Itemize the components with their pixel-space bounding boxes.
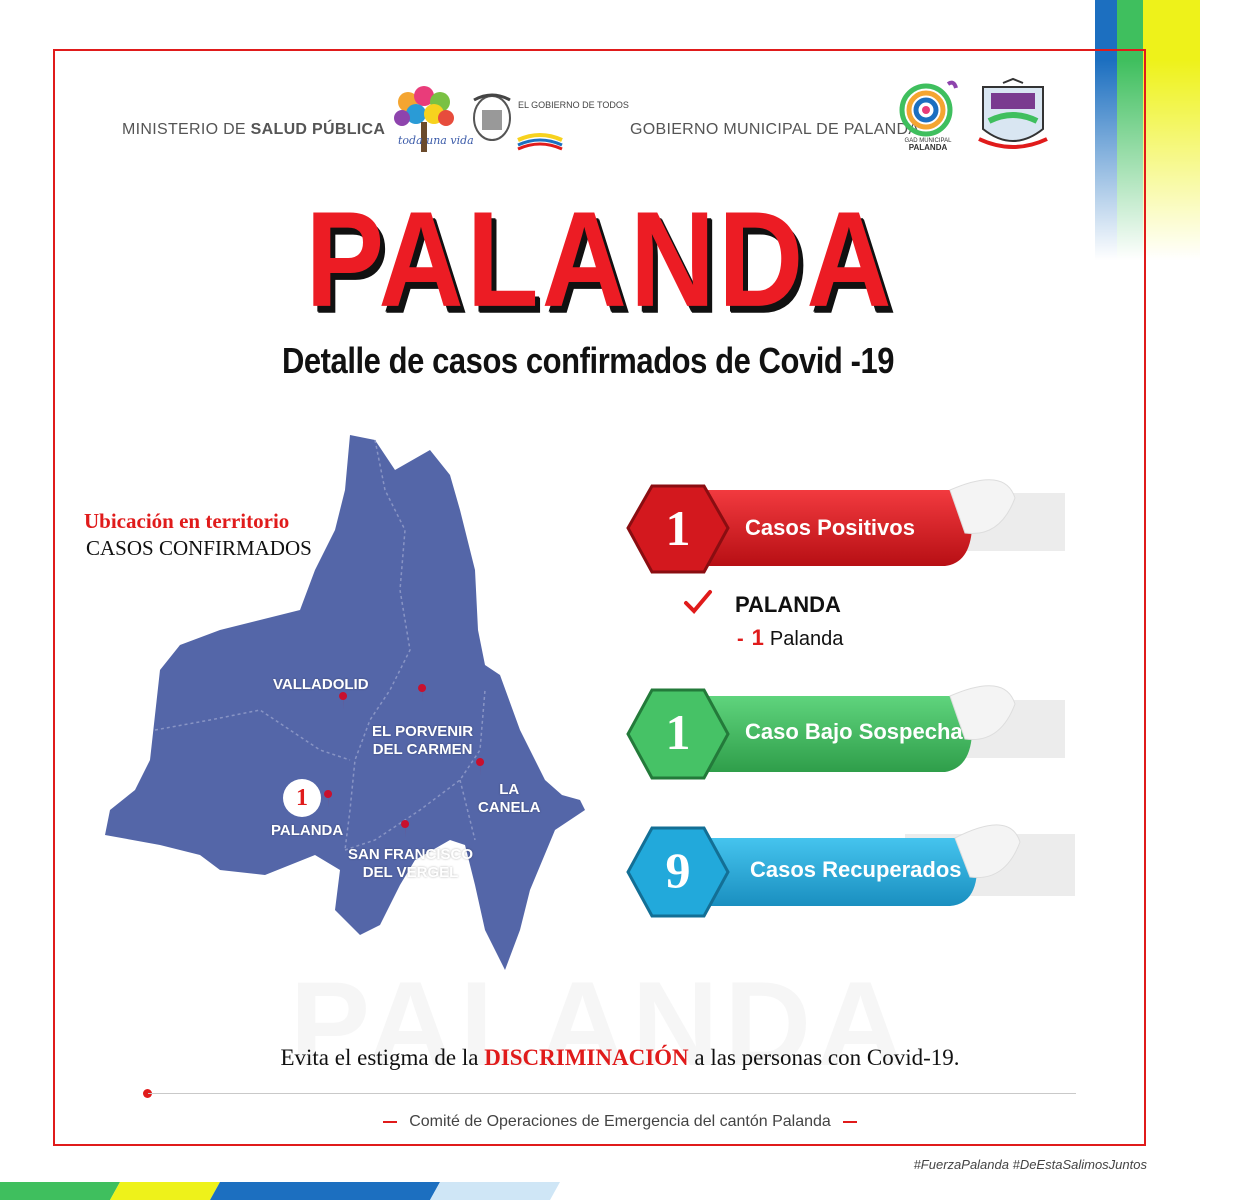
toda-una-vida-logo [388, 82, 474, 162]
coe-dash-right [843, 1121, 857, 1123]
footer-message-highlight: DISCRIMINACIÓN [484, 1045, 689, 1070]
place-porvenir-line1: EL PORVENIR [372, 723, 474, 740]
place-canela [478, 781, 541, 817]
footer-message-pre: Evita el estigma de la [280, 1045, 479, 1070]
stat-sospecha [620, 682, 1070, 782]
svg-text:PALANDA: PALANDA [908, 143, 948, 152]
ministry-label: MINISTERIO DE SALUD PÚBLICA [122, 121, 386, 138]
place-porvenir [372, 723, 473, 759]
place-valladolid: VALLADOLID [273, 676, 369, 693]
positive-place: PALANDA [735, 592, 841, 617]
place-sanfrancisco [348, 846, 473, 882]
place-canela-line2: CANELA [478, 799, 541, 816]
footer-divider [148, 1093, 1076, 1094]
place-canela-line1: LA [499, 781, 520, 798]
checkmark-icon [683, 588, 713, 618]
recuperados-value: 9 [665, 842, 691, 898]
positivos-value: 1 [665, 500, 691, 556]
recuperados-label: Casos Recuperados [750, 857, 962, 882]
watermark [290, 955, 910, 1093]
map-label-location: Ubicación en territorio [84, 509, 290, 533]
positive-detail [737, 625, 843, 651]
gobierno-de-todos-logo [470, 90, 629, 160]
subtitle: Detalle de casos confirmados de Covid -19 [281, 340, 895, 381]
place-sanfrancisco-line2: DEL VERGEL [362, 864, 459, 881]
coe-credit [0, 1113, 1240, 1131]
positivos-label: Casos Positivos [745, 515, 915, 540]
stat-positivos [620, 478, 1070, 578]
place-sanfrancisco-line1: SAN FRANCISCO [348, 846, 474, 863]
municipal-label: GOBIERNO MUNICIPAL DE PALANDA [630, 121, 920, 138]
positive-name: Palanda [769, 628, 844, 650]
sospecha-label: Caso Bajo Sospecha [745, 719, 963, 744]
sospecha-value: 1 [665, 704, 691, 760]
place-palanda: PALANDA [271, 822, 344, 839]
stat-recuperados [620, 820, 1070, 920]
coe-text: Comité de Operaciones de Emergencia del cantón Palanda [409, 1113, 831, 1130]
place-porvenir-line2: DEL CARMEN [372, 741, 473, 758]
svg-text:GAD MUNICIPAL: GAD MUNICIPAL [904, 138, 952, 144]
gad-palanda-logo [893, 76, 963, 152]
corner-stripes-bottom-left [0, 1182, 560, 1200]
map-label-confirmed: CASOS CONFIRMADOS [86, 536, 312, 560]
palanda-coat-of-arms-icon [973, 79, 1053, 155]
hashtags: #FuerzaPalanda #DeEstaSalimosJuntos [913, 1157, 1147, 1172]
footer-message [0, 1045, 1240, 1071]
palanda-count-badge: 1 [283, 779, 321, 817]
coe-dash-left [383, 1121, 397, 1123]
footer-message-post: a las personas con Covid-19. [694, 1045, 960, 1070]
positive-count: 1 [751, 625, 764, 650]
gobierno-de-todos-text: EL GOBIERNO DE TODOS [518, 100, 629, 110]
svg-text:toda una vida: toda una vida [398, 134, 474, 147]
main-title: PALANDA [305, 183, 895, 336]
positive-dash: - [737, 628, 744, 650]
